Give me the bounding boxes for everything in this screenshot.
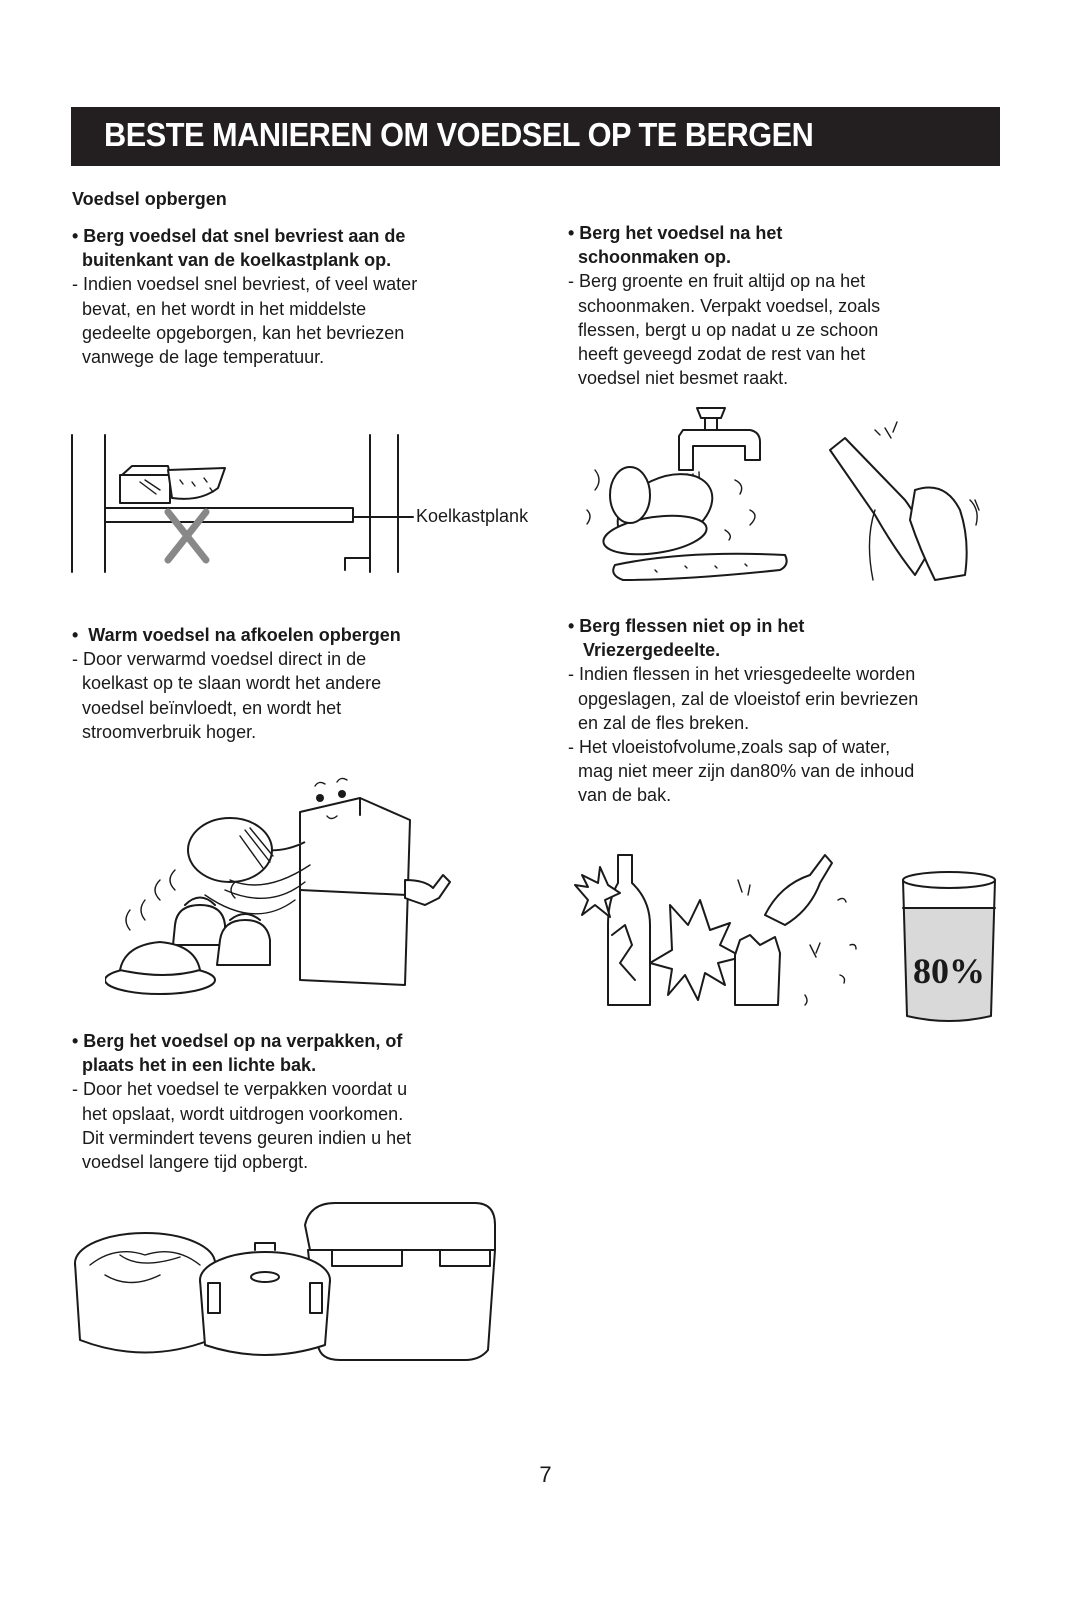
tip-body: - Door het voedsel te verpakken voordat u het opslaat, wordt uitdrogen voorkomen. Dit vermindert tevens geuren indien u het voedsel langere tijd opbergt.	[72, 1079, 412, 1173]
shelf-label-line	[353, 514, 415, 520]
tip-heading: • Warm voedsel na afkoelen opbergen	[72, 625, 401, 645]
tip-shelf-edge	[72, 224, 417, 369]
fill-level-container	[895, 868, 1005, 1028]
page-title: BESTE MANIEREN OM VOEDSEL OP TE BERGEN	[104, 116, 814, 153]
tip-body: - Door verwarmd voedsel direct in de koelkast op te slaan wordt het andere voedsel beïnvloedt, en wordt het stroomverbruik hoger.	[72, 649, 382, 742]
shelf-illustration	[60, 430, 420, 580]
tip-no-bottles-in-freezer	[568, 614, 918, 808]
tip-body: - Indien voedsel snel bevriest, of veel water bevat, en het wordt in het middelste gedeelte opgeborgen, kan het bevriezen vanwege de lage temperatuur.	[72, 274, 418, 368]
shelf-label: Koelkastplank	[416, 506, 529, 526]
containers-illustration	[70, 1195, 500, 1365]
tip-wrap-food	[72, 1029, 411, 1174]
tip-body: - Berg groente en fruit altijd op na het schoonmaken. Verpakt voedsel, zoals flessen, bergt u op nadat u ze schoon heeft geveegd zodat de rest van het voedsel niet besmet raakt.	[568, 271, 881, 389]
tip-heading: • Berg het voedsel op na verpakken, of plaats het in een lichte bak.	[72, 1031, 403, 1076]
page-number: 7	[539, 1462, 552, 1487]
fill-percentage-label: 80%	[913, 951, 985, 991]
tip-heading: • Berg het voedsel na het schoonmaken op.	[568, 223, 783, 268]
tip-clean-before-storing	[568, 221, 880, 390]
washing-illustration	[575, 400, 1000, 590]
section-title: Voedsel opbergen	[72, 189, 227, 209]
hot-food-illustration	[105, 770, 455, 1000]
tip-cool-before-storing	[72, 623, 401, 744]
broken-bottles-illustration	[570, 845, 870, 1020]
tip-heading: • Berg flessen niet op in het Vriezergedeelte.	[568, 616, 805, 661]
header-banner	[71, 107, 1000, 166]
tip-body: - Indien flessen in het vriesgedeelte worden opgeslagen, zal de vloeistof erin bevriezen en zal de fles breken. - Het vloeistofvolume,zoals sap of water, mag niet meer zijn dan80% van de inhoud van de bak.	[568, 664, 919, 806]
tip-heading: • Berg voedsel dat snel bevriest aan de buitenkant van de koelkastplank op.	[72, 226, 406, 271]
